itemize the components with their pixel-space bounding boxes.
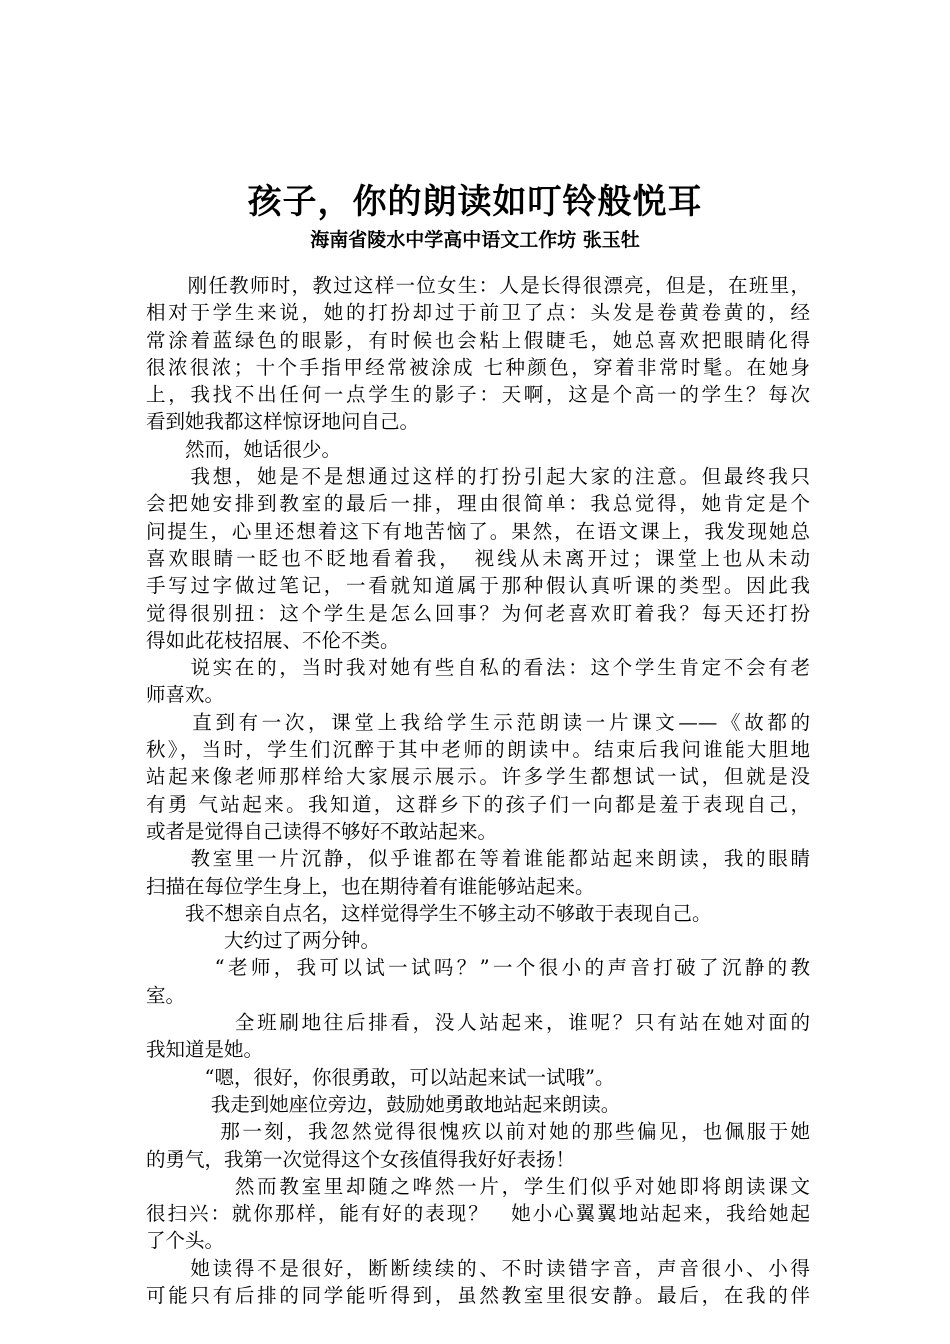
body-line: 说实在的，当时我对她有些自私的看法：这个学生肯定不会有老	[146, 656, 810, 680]
body-line: 喜欢眼睛一眨也不眨地看着我， 视线从未离开过；课堂上也从未动	[146, 546, 810, 570]
article-body	[146, 272, 810, 1309]
body-line: 全班刷地往后排看，没人站起来，谁呢？只有站在她对面的	[146, 1011, 810, 1035]
body-line: 很扫兴：就你那样，能有好的表现？ 她小心翼翼地站起来，我给她起	[146, 1202, 810, 1226]
body-line: 看到她我都这样惊讶地问自己。	[146, 410, 420, 434]
body-line: 的勇气，我第一次觉得这个女孩值得我好好表扬！	[146, 1147, 576, 1171]
body-line: 我走到她座位旁边，鼓励她勇敢地站起来朗读。	[146, 1092, 621, 1116]
body-line: 很浓很浓；十个手指甲经常被涂成 七种颜色，穿着非常时髦。在她身	[146, 355, 810, 379]
body-line: “嗯，很好，你很勇敢，可以站起来试一试哦”。	[146, 1065, 615, 1089]
body-line: 站起来像老师那样给大家展示展示。许多学生都想试一试，但就是没	[146, 765, 810, 789]
body-line: 她读得不是很好，断断续续的、不时读错字音，声音很小、小得	[146, 1256, 810, 1280]
body-line: 相对于学生来说，她的打扮却过于前卫了点：头发是卷黄卷黄的，经	[146, 301, 810, 325]
body-line: 师喜欢。	[146, 683, 225, 707]
body-line: 直到有一次，课堂上我给学生示范朗读一片课文——《故都的	[146, 710, 810, 734]
body-line: “老师，我可以试一试吗？”一个很小的声音打破了沉静的教	[146, 956, 810, 980]
body-line: 然而，她话很少。	[146, 437, 342, 461]
body-line: 常涂着蓝绿色的眼影，有时候也会粘上假睫毛，她总喜欢把眼睛化得	[146, 328, 810, 352]
body-line: 了个头。	[146, 1229, 225, 1253]
body-line: 手写过字做过笔记，一看就知道属于那种假认真听课的类型。因此我	[146, 574, 810, 598]
body-line: 可能只有后排的同学能听得到，虽然教室里很安静。最后，在我的伴	[146, 1283, 810, 1307]
article-author-line: 海南省陵水中学高中语文工作坊 张玉牡	[310, 229, 640, 251]
body-line: 大约过了两分钟。	[146, 929, 381, 953]
body-line: 室。	[146, 983, 186, 1007]
body-line: 我不想亲自点名，这样觉得学生不够主动不够敢于表现自己。	[146, 901, 712, 925]
body-line: 刚任教师时，教过这样一位女生：人是长得很漂亮，但是，在班里，	[146, 274, 810, 297]
body-line: 问提生，心里还想着这下有地苦恼了。果然，在语文课上，我发现她总	[146, 519, 810, 543]
article-title: 孩子，你的朗读如叮铃般悦耳	[247, 182, 703, 222]
body-line: 我想，她是不是想通过这样的打扮引起大家的注意。但最终我只	[146, 465, 810, 489]
body-line: 或者是觉得自己读得不够好不敢站起来。	[146, 819, 498, 843]
body-line: 上，我找不出任何一点学生的影子：天啊，这是个高一的学生？每次	[146, 383, 810, 407]
body-line: 然而教室里却随之哗然一片，学生们似乎对她即将朗读课文	[146, 1174, 810, 1198]
body-line: 得如此花枝招展、不伦不类。	[146, 628, 400, 652]
body-line: 扫描在每位学生身上，也在期待着有谁能够站起来。	[146, 874, 595, 898]
body-line: 我知道是她。	[146, 1038, 264, 1062]
body-line: 那一刻，我忽然觉得很愧疚以前对她的那些偏见，也佩服于她	[146, 1120, 810, 1144]
body-line: 会把她安排到教室的最后一排，理由很简单：我总觉得，她肯定是个	[146, 492, 810, 516]
body-line: 教室里一片沉静，似乎谁都在等着谁能都站起来朗读，我的眼睛	[146, 847, 810, 871]
body-line: 有勇 气站起来。我知道，这群乡下的孩子们一向都是羞于表现自己，	[146, 792, 810, 816]
body-line: 秋》，当时，学生们沉醉于其中老师的朗读中。结束后我问谁能大胆地	[146, 738, 810, 762]
body-line: 觉得很别扭：这个学生是怎么回事？为何老喜欢盯着我？每天还打扮	[146, 601, 810, 625]
